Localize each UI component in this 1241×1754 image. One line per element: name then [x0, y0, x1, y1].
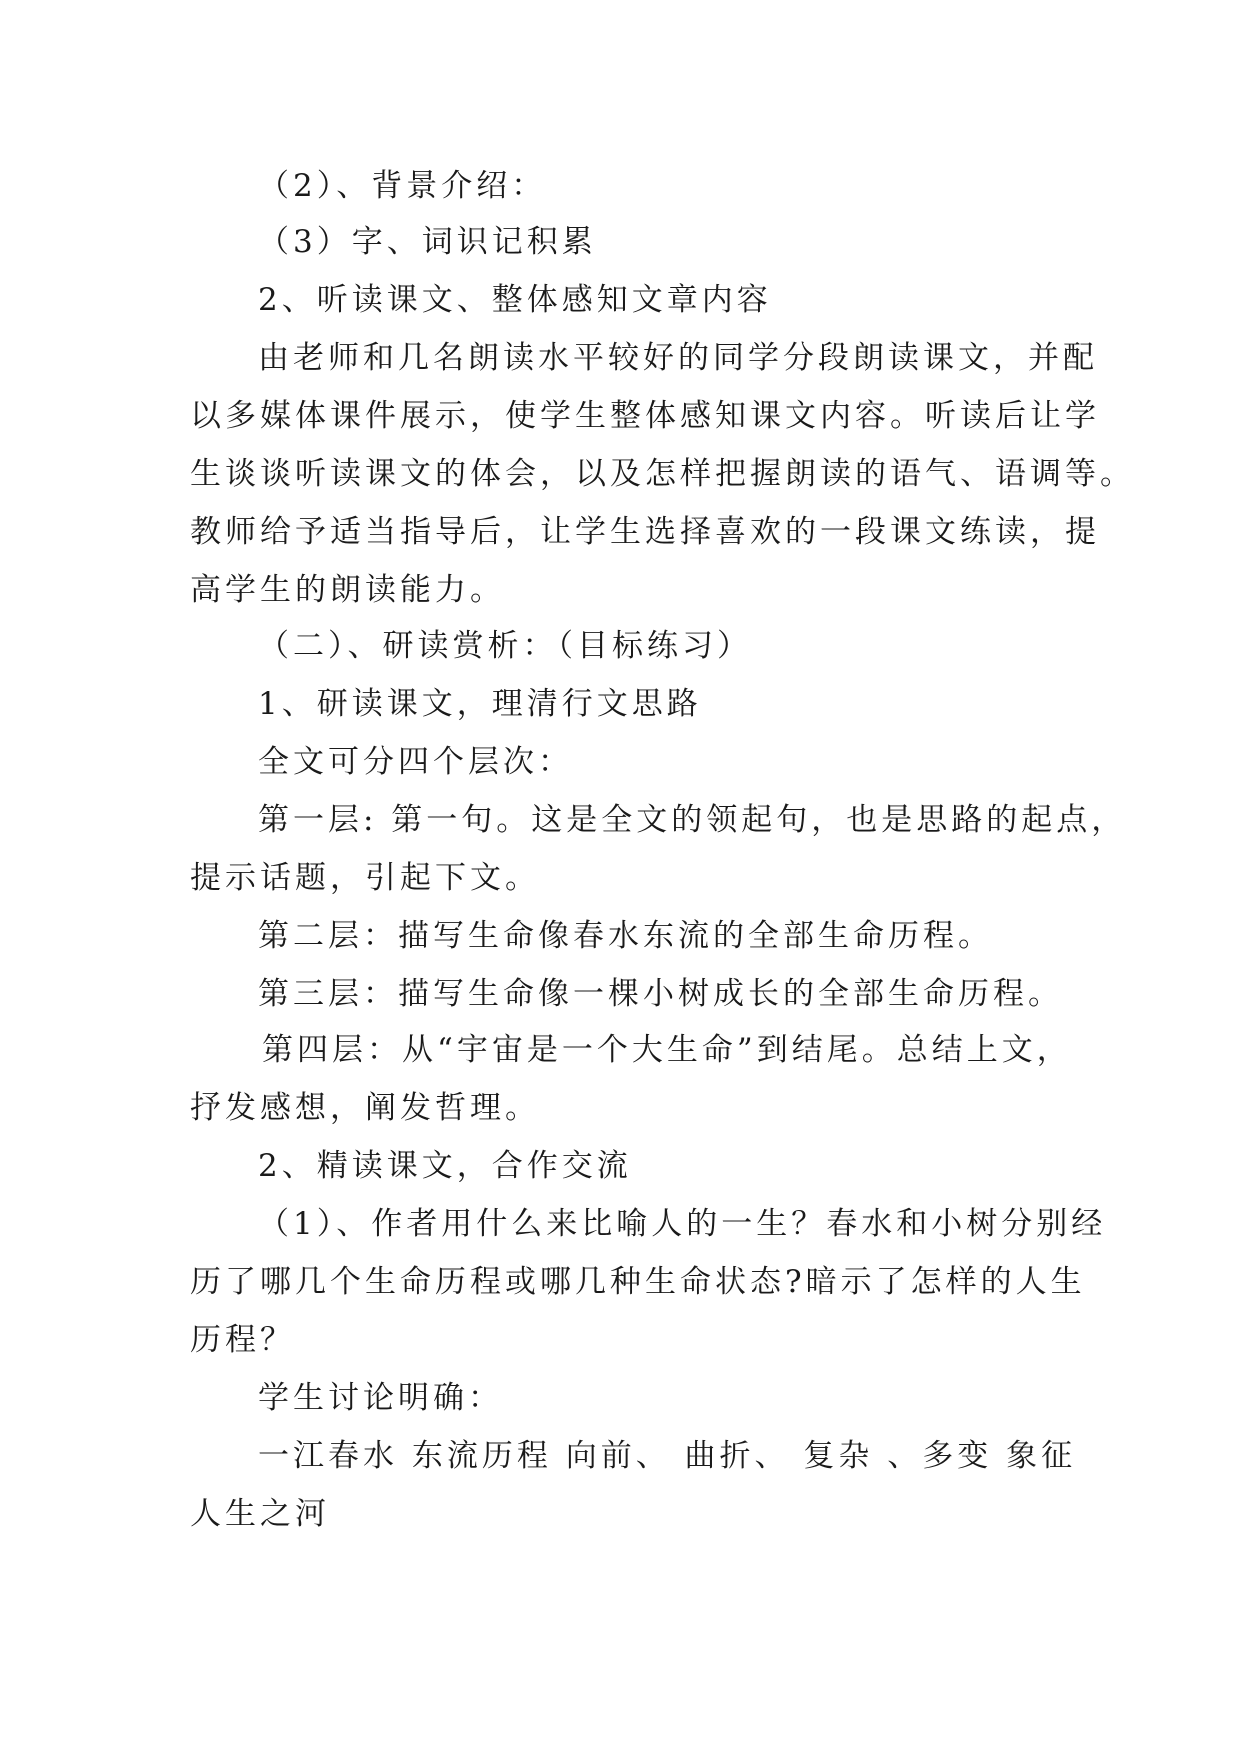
text-line: 以多媒体课件展示，使学生整体感知课文内容。听读后让学	[190, 398, 1100, 434]
text-line: 人生之河	[190, 1496, 330, 1532]
text-line: 生谈谈听读课文的体会，以及怎样把握朗读的语气、语调等。	[190, 456, 1135, 492]
text-line: 历了哪几个生命历程或哪几种生命状态?暗示了怎样的人生	[190, 1264, 1086, 1300]
text-line: 第一层: 第一句。这是全文的领起句，也是思路的起点，	[258, 802, 1127, 838]
text-line: （1）、作者用什么来比喻人的一生？春水和小树分别经	[258, 1206, 1107, 1242]
text-line: （二）、研读赏析：（目标练习）	[258, 628, 752, 664]
text-line: 一江春水 东流历程 向前、 曲折、 复杂 、多变 象征	[258, 1438, 1077, 1474]
text-line: 学生讨论明确：	[258, 1380, 503, 1416]
text-line: 提示话题，引起下文。	[190, 860, 540, 896]
text-line: 2、精读课文，合作交流	[258, 1148, 632, 1184]
text-line: 抒发感想，阐发哲理。	[190, 1090, 540, 1126]
text-line: 第四层：从“宇宙是一个大生命”到结尾。总结上文，	[262, 1032, 1072, 1068]
text-line: 全文可分四个层次：	[258, 744, 573, 780]
text-line: 教师给予适当指导后，让学生选择喜欢的一段课文练读，提	[190, 514, 1100, 550]
text-line: 由老师和几名朗读水平较好的同学分段朗读课文，并配	[258, 340, 1098, 376]
text-line: 历程？	[190, 1322, 295, 1358]
text-line: 第二层：描写生命像春水东流的全部生命历程。	[258, 918, 993, 954]
text-line: 2、听读课文、整体感知文章内容	[258, 282, 772, 318]
text-line: 高学生的朗读能力。	[190, 572, 505, 608]
text-line: （2）、背景介绍：	[258, 168, 547, 204]
text-line: 1、研读课文，理清行文思路	[258, 686, 702, 722]
text-line: 第三层：描写生命像一棵小树成长的全部生命历程。	[258, 976, 1063, 1012]
text-line: （3）字、词识记积累	[258, 224, 597, 260]
